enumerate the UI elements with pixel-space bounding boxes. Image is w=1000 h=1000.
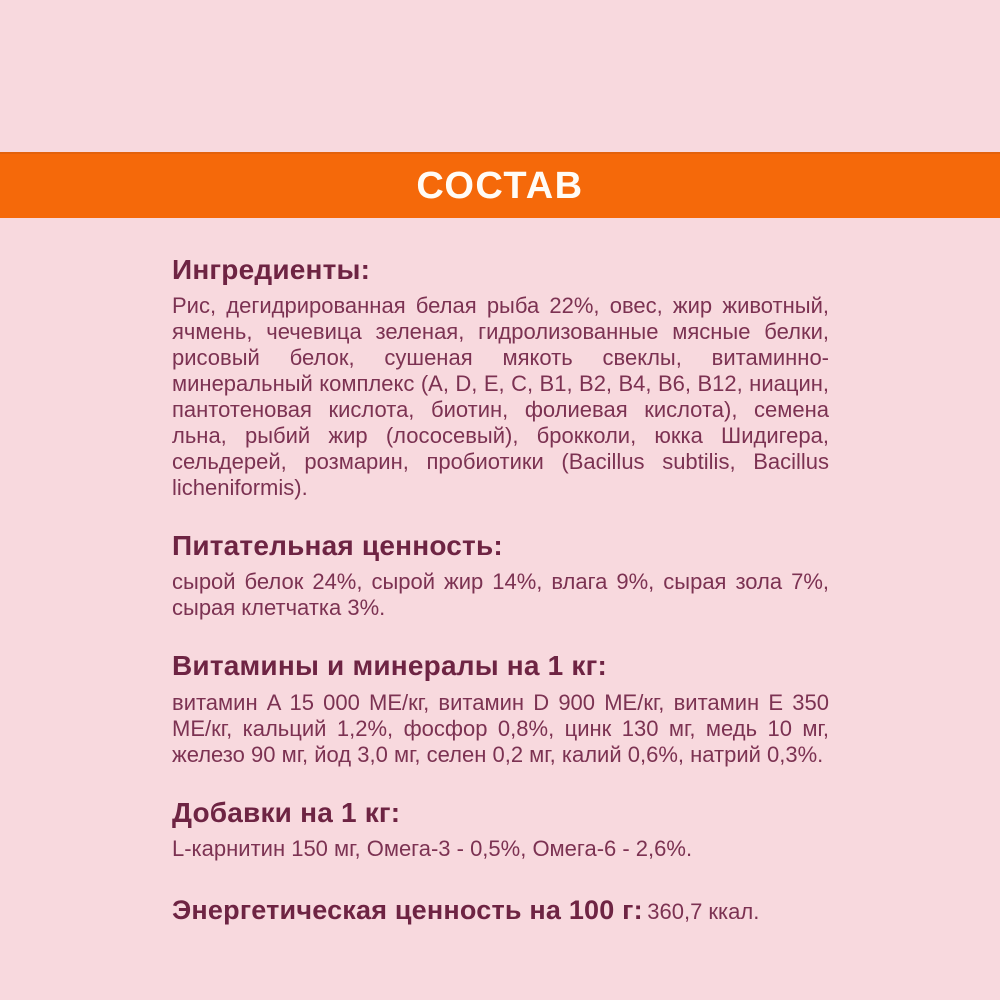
section-nutrition	[172, 530, 829, 621]
nutrition-heading: Питательная ценность:	[172, 530, 503, 562]
nutrition-text: сырой белок 24%, сырой жир 14%, влага 9%, сырая зола 7%, сырая клетчатка 3%.	[172, 569, 829, 621]
energy-label: Энергетическая ценность на 100 г:	[172, 894, 643, 925]
section-ingredients	[172, 254, 829, 501]
energy-value: 360,7 ккал.	[647, 898, 760, 924]
page-title: СОСТАВ	[416, 165, 584, 207]
ingredients-text: Рис, дегидрированная белая рыба 22%, овес, жир животный, ячмень, чечевица зеленая, гидролизованные мясные белки, рисовый белок, сушеная мякоть свеклы, витаминно-минеральный комплекс (A, D, E, C, B1, B2, B4, B6, B12, ниацин, пантотеновая кислота, биотин, фолиевая кислота), семена льна, рыбий жир (лососевый), брокколи, юкка Шидигера, сельдерей, розмарин, пробиотики (Bacillus subtilis, Bacillus licheniformis).	[172, 293, 829, 501]
content-block	[172, 254, 829, 926]
additives-text: L-карнитин 150 мг, Омега-3 - 0,5%, Омега-6 - 2,6%.	[172, 835, 693, 861]
energy-value-line	[172, 895, 829, 926]
section-vitamins-minerals	[172, 650, 829, 767]
vitamins-heading: Витамины и минералы на 1 кг:	[172, 650, 608, 682]
additives-heading: Добавки на 1 кг:	[172, 796, 401, 828]
vitamins-text: витамин A 15 000 МЕ/кг, витамин D 900 МЕ/кг, витамин E 350 МЕ/кг, кальций 1,2%, фосфор 0,8%, цинк 130 мг, медь 10 мг, железо 90 мг, йод 3,0 мг, селен 0,2 мг, калий 0,6%, натрий 0,3%.	[172, 689, 829, 767]
section-header-band	[0, 152, 1000, 218]
ingredients-heading: Ингредиенты:	[172, 254, 371, 285]
section-additives	[172, 797, 829, 862]
